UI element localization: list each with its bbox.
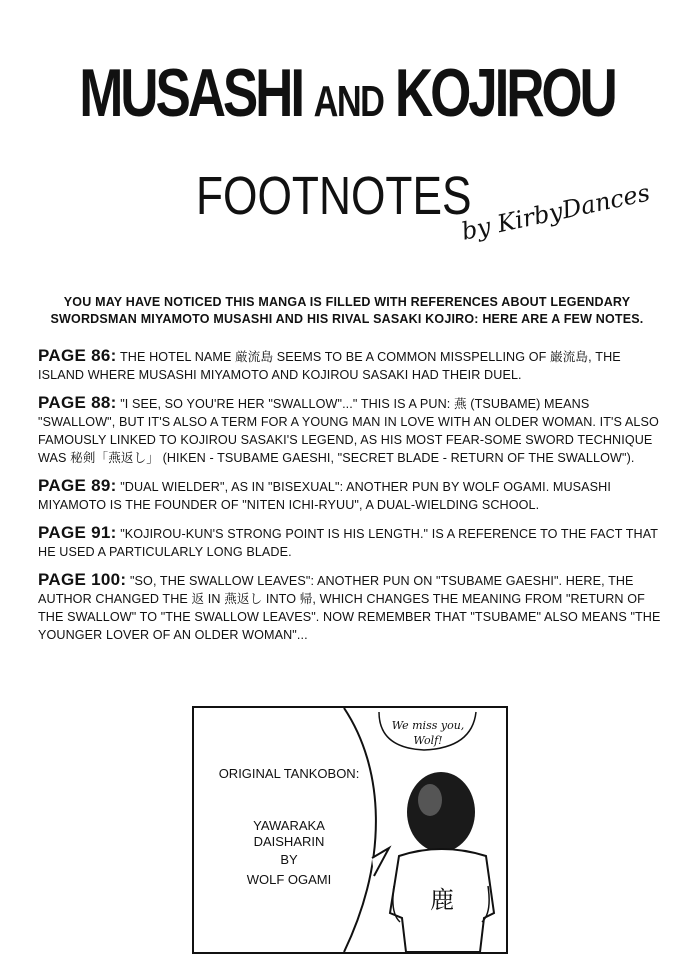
shirt-kanji: 鹿 bbox=[430, 886, 454, 914]
original-tankobon-label: ORIGINAL TANKOBON: bbox=[218, 766, 360, 781]
helmet-shine bbox=[418, 784, 442, 816]
note-label: PAGE 100: bbox=[38, 570, 127, 589]
note-label: PAGE 89: bbox=[38, 476, 117, 495]
note-page-100 bbox=[38, 571, 662, 644]
note-page-91 bbox=[38, 524, 662, 561]
note-text: "SO, THE SWALLOW LEAVES": ANOTHER PUN ON "TSUBAME GAESHI". HERE, THE AUTHOR CHANGED THE 返 IN 燕返し INTO 帰, WHICH CHANGES THE MEANING FROM "RETURN OF THE SWALLOW" TO "THE SWALLOW LEAVES". NOW REMEMBER THAT "TSUBAME" ALSO MEANS "THE YOUNGER LOVER OF AN OLDER WOMAN"... bbox=[38, 574, 661, 642]
title-and: AND bbox=[313, 77, 384, 126]
footnotes-list bbox=[38, 347, 662, 654]
note-label: PAGE 86: bbox=[38, 346, 117, 365]
note-text: "I SEE, SO YOU'RE HER "SWALLOW"..." THIS IS A PUN: 燕 (TSUBAME) MEANS "SWALLOW", BUT IT'S ALSO A TERM FOR A YOUNG MAN IN LOVE WITH AN OLDER WOMAN. IT'S ALSO FAMOUSLY LINKED TO KOJIROU SASAKI'S LEGEND, AS HIS MOST FEAR-SOME SWORD TECHNIQUE WAS 秘剣「燕返し」 (HIKEN - TSUBAME GAESHI, "SECRET BLADE - RETURN OF THE SWALLOW"). bbox=[38, 397, 659, 465]
intro-paragraph: YOU MAY HAVE NOTICED THIS MANGA IS FILLED WITH REFERENCES ABOUT LEGENDARY SWORDSMAN MIYAMOTO MUSASHI AND HIS RIVAL SASAKI KOJIRO: HERE ARE A FEW NOTES. bbox=[50, 295, 644, 326]
title-musashi: MUSASHI bbox=[79, 55, 302, 131]
manga-panel bbox=[192, 706, 508, 954]
book-author: WOLF OGAMI bbox=[246, 872, 332, 887]
page-subtitle: FOOTNOTES bbox=[196, 166, 472, 226]
note-label: PAGE 88: bbox=[38, 393, 117, 412]
title-kojirou: KOJIROU bbox=[394, 55, 615, 131]
author-byline: by KirbyDances bbox=[459, 178, 653, 246]
speech-bubble-text: We miss you, Wolf! bbox=[391, 719, 465, 747]
note-text: "KOJIROU-KUN'S STRONG POINT IS HIS LENGTH." IS A REFERENCE TO THE FACT THAT HE USED A PARTICULARLY LONG BLADE. bbox=[38, 527, 658, 559]
by-label: BY bbox=[280, 852, 298, 867]
note-text: THE HOTEL NAME 厳流島 SEEMS TO BE A COMMON MISSPELLING OF 巌流島, THE ISLAND WHERE MUSASHI MIYAMOTO AND KOJIROU SASAKI HAD THEIR DUEL. bbox=[38, 350, 621, 382]
book-title-line1: YAWARAKA bbox=[253, 818, 325, 833]
note-page-89 bbox=[38, 477, 662, 514]
note-label: PAGE 91: bbox=[38, 523, 117, 542]
helmet-shape bbox=[407, 772, 475, 852]
note-page-86 bbox=[38, 347, 662, 384]
note-text: "DUAL WIELDER", AS IN "BISEXUAL": ANOTHER PUN BY WOLF OGAMI. MUSASHI MIYAMOTO IS THE FOUNDER OF "NITEN ICHI-RYUU", A DUAL-WIELDING SCHOOL. bbox=[38, 480, 611, 512]
note-page-88 bbox=[38, 394, 662, 467]
book-title-line2: DAISHARIN bbox=[253, 834, 325, 849]
page-title bbox=[76, 48, 617, 147]
